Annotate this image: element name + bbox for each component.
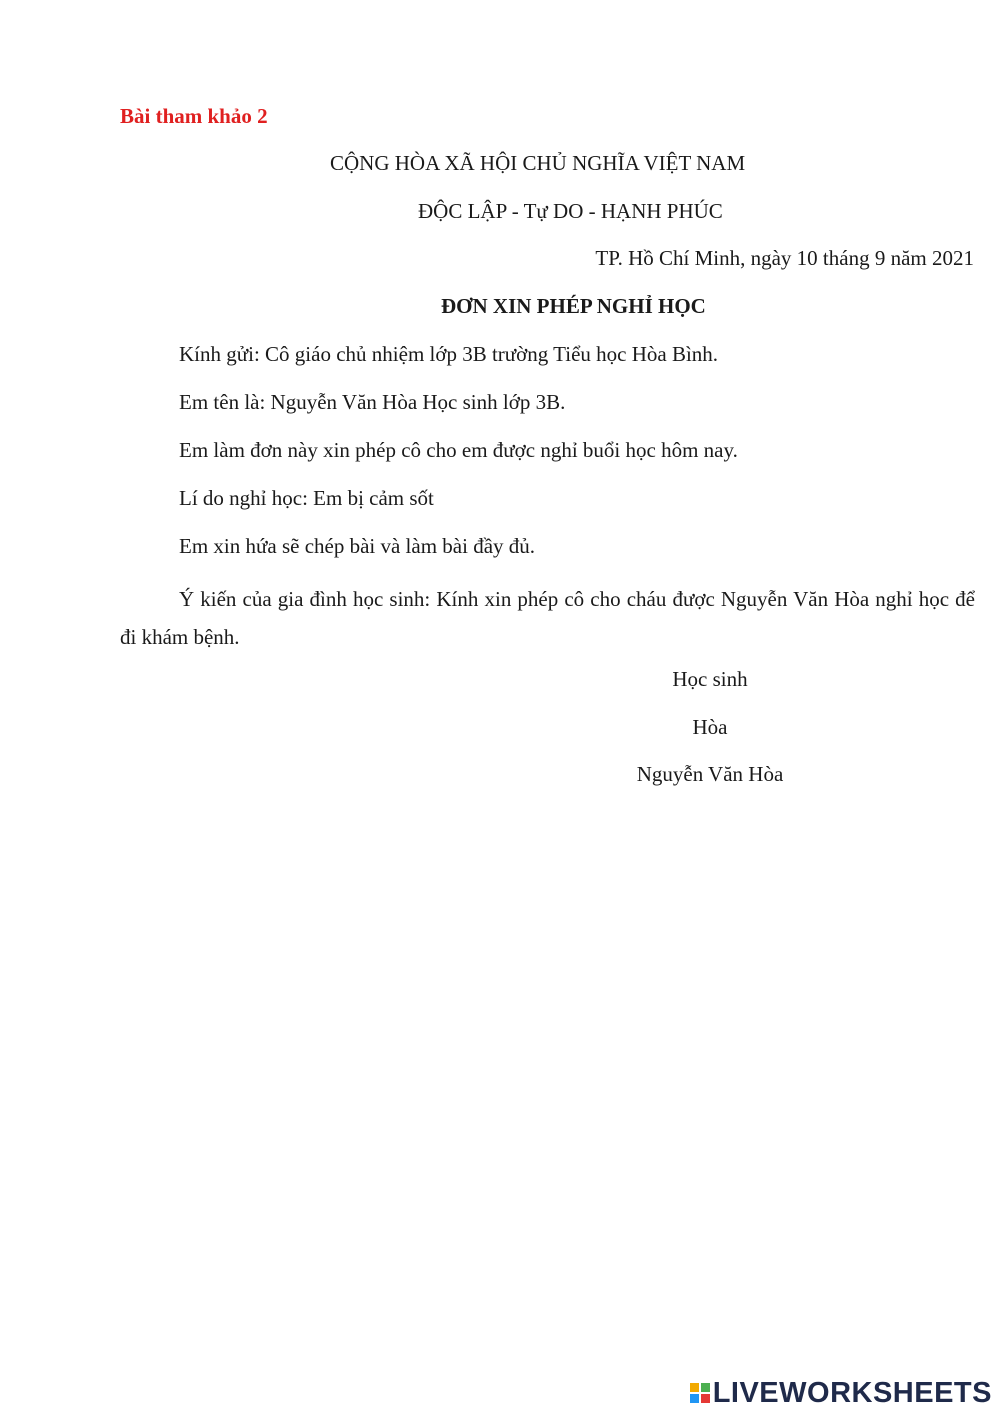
national-motto: ĐỘC LẬP - Tự DO - HẠNH PHÚC xyxy=(418,199,723,223)
logo-square-yellow xyxy=(690,1383,699,1392)
logo-wordmark: LIVEWORKSHEETS xyxy=(712,1377,992,1409)
signature-role: Học sinh xyxy=(672,667,748,691)
liveworksheets-logo xyxy=(690,1376,992,1410)
recipient-line: Kính gửi: Cô giáo chủ nhiệm lớp 3B trường Tiểu học Hòa Bình. xyxy=(179,342,719,366)
logo-square-green xyxy=(701,1383,710,1392)
promise-line: Em xin hứa sẽ chép bài và làm bài đầy đủ. xyxy=(179,534,536,558)
logo-squares-icon xyxy=(690,1383,710,1403)
request-line: Em làm đơn này xin phép cô cho em được nghỉ buổi học hôm nay. xyxy=(179,438,738,462)
national-header: CỘNG HÒA XÃ HỘI CHỦ NGHĨA VIỆT NAM xyxy=(330,151,746,175)
document-title: ĐƠN XIN PHÉP NGHỈ HỌC xyxy=(441,294,706,318)
reason-line: Lí do nghỉ học: Em bị cảm sốt xyxy=(179,486,434,510)
signature-mark: Hòa xyxy=(692,715,728,739)
reference-label: Bài tham khảo 2 xyxy=(120,104,268,128)
student-intro-line: Em tên là: Nguyễn Văn Hòa Học sinh lớp 3B. xyxy=(179,390,566,414)
family-opinion-paragraph: Ý kiến của gia đình học sinh: Kính xin phép cô cho cháu được Nguyễn Văn Hòa nghỉ học để đi khám bệnh. xyxy=(120,587,975,649)
dateline: TP. Hồ Chí Minh, ngày 10 tháng 9 năm 2021 xyxy=(595,246,974,270)
signature-full-name: Nguyễn Văn Hòa xyxy=(636,762,784,786)
logo-square-red xyxy=(701,1394,710,1403)
logo-square-blue xyxy=(690,1394,699,1403)
